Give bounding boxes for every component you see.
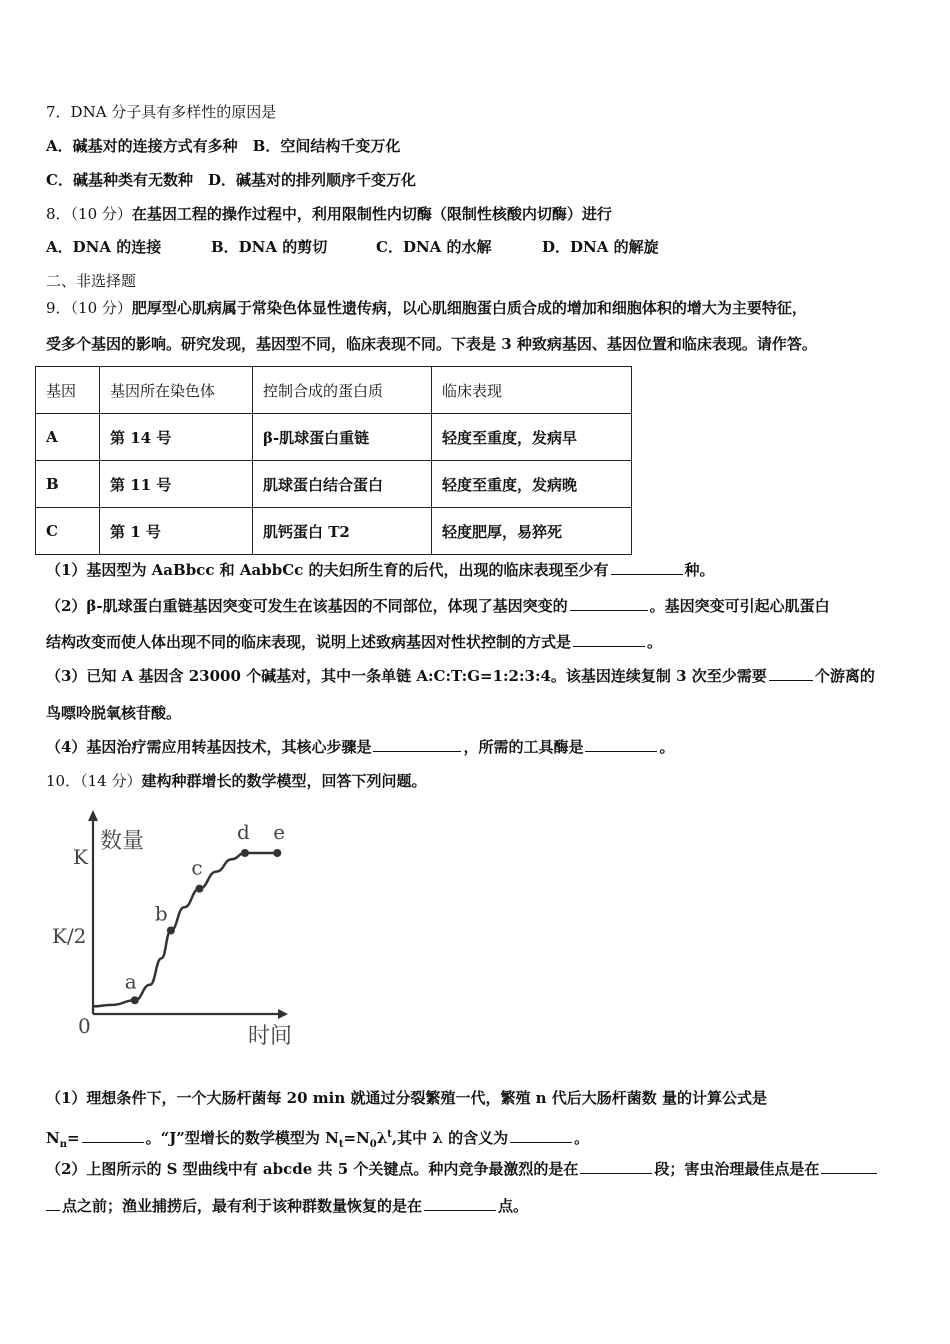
x-axis-label: 时间 — [248, 1024, 293, 1049]
table-header-cell: 基因所在染色体 — [100, 367, 253, 414]
section-heading: 二、非选择题 — [46, 272, 137, 290]
q8-option-c: C．DNA 的水解 — [376, 238, 492, 256]
q9-sub4: （4）基因治疗需应用转基因技术，其核心步骤是 ，所需的工具酶是 。 — [46, 738, 675, 756]
q10-sub1-line2: $N_n=$ 。“J”型增长的数学模型为 $N_t=N_0\lambda^t$,其中 λ 的含义为 。 — [46, 1129, 590, 1150]
answer-blank[interactable] — [611, 560, 683, 575]
y-tick-label: K/2 — [52, 924, 87, 948]
q8-option-d: D．DNA 的解旋 — [542, 238, 659, 256]
table-cell: 轻度肥厚，易猝死 — [432, 508, 632, 555]
q10-stem: 10．（14 分）建构种群增长的数学模型，回答下列问题。 — [46, 772, 427, 790]
q8-option-a: A．DNA 的连接 — [46, 238, 162, 256]
curve-point-b — [167, 927, 175, 935]
answer-blank[interactable] — [373, 737, 461, 752]
table-cell: C — [36, 508, 100, 555]
answer-blank[interactable] — [82, 1128, 144, 1143]
s-curve-line — [93, 853, 277, 1006]
table-cell: 第 14 号 — [100, 414, 253, 461]
answer-blank[interactable] — [769, 666, 813, 681]
curve-point-label-e: e — [273, 820, 286, 844]
s-curve-chart — [52, 800, 310, 1050]
answer-blank[interactable] — [510, 1128, 572, 1143]
table-header-cell: 临床表现 — [432, 367, 632, 414]
table-row — [36, 414, 632, 461]
origin-label: 0 — [78, 1014, 91, 1038]
table-header-row — [36, 367, 632, 414]
answer-blank[interactable] — [585, 737, 657, 752]
table-cell: 轻度至重度，发病早 — [432, 414, 632, 461]
table-cell: 第 11 号 — [100, 461, 253, 508]
q9-sub3-line2: 鸟嘌呤脱氧核苷酸。 — [46, 704, 182, 722]
q9-sub2-line1: （2）β-肌球蛋白重链基因突变可发生在该基因的不同部位，体现了基因突变的 。基因突变可引起心肌蛋白 — [46, 597, 830, 615]
q9-sub1: （1）基因型为 AaBbcc 和 AabbCc 的夫妇所生育的后代，出现的临床表现至少有 种。 — [46, 561, 715, 579]
q10-sub2-line2: 点之前；渔业捕捞后，最有利于该种群数量恢复的是在 点。 — [46, 1196, 528, 1216]
q9-sub3-line1: （3）已知 A 基因含 23000 个碱基对，其中一条单链 A:C:T:G=1:2:3:4。该基因连续复制 3 次至少需要 个游离的 — [46, 667, 875, 685]
curve-point-label-c: c — [191, 855, 203, 880]
q10-sub1-line1: （1）理想条件下，一个大肠杆菌每 20 min 就通过分裂繁殖一代，繁殖 n 代后大肠杆菌数 量的计算公式是 — [46, 1089, 768, 1107]
table-cell: 肌钙蛋白 T2 — [253, 508, 432, 555]
table-row — [36, 508, 632, 555]
q7-options-row1: A．碱基对的连接方式有多种 B．空间结构千变万化 — [46, 137, 401, 155]
answer-blank[interactable] — [580, 1159, 652, 1174]
table-row — [36, 461, 632, 508]
curve-point-c — [195, 885, 203, 893]
curve-point-e — [273, 849, 281, 857]
q7-options-row2: C．碱基种类有无数种 D．碱基对的排列顺序千变万化 — [46, 171, 416, 189]
table-cell: A — [36, 414, 100, 461]
curve-point-d — [241, 849, 249, 857]
curve-point-a — [131, 996, 139, 1004]
answer-blank[interactable] — [570, 596, 648, 611]
table-header-cell: 控制合成的蛋白质 — [253, 367, 432, 414]
table-cell: B — [36, 461, 100, 508]
gene-table — [35, 366, 632, 555]
q7-stem: 7．DNA 分子具有多样性的原因是 — [46, 103, 277, 121]
q8-options — [46, 237, 659, 257]
q8-option-b: B．DNA 的剪切 — [211, 238, 328, 256]
table-cell: 第 1 号 — [100, 508, 253, 555]
q10-sub2-line1: （2）上图所示的 S 型曲线中有 abcde 共 5 个关键点。种内竞争最激烈的是在 段；害虫治理最佳点是在 — [46, 1159, 879, 1179]
answer-blank[interactable] — [821, 1159, 877, 1174]
y-tick-label: K — [73, 845, 88, 869]
y-axis-label: 数量 — [100, 829, 145, 854]
table-cell: β-肌球蛋白重链 — [253, 414, 432, 461]
q9-stem-line1: 9．（10 分）肥厚型心肌病属于常染色体显性遗传病，以心肌细胞蛋白质合成的增加和细胞体积的增大为主要特征， — [46, 299, 807, 317]
q9-stem-line2: 受多个基因的影响。研究发现，基因型不同，临床表现不同。下表是 3 种致病基因、基因位置和临床表现。请作答。 — [46, 335, 817, 353]
curve-point-label-b: b — [154, 901, 168, 926]
table-cell: 轻度至重度，发病晚 — [432, 461, 632, 508]
answer-blank[interactable] — [46, 1196, 60, 1211]
q8-stem: 8．（10 分）在基因工程的操作过程中，利用限制性内切酶（限制性核酸内切酶）进行 — [46, 205, 612, 223]
table-cell: 肌球蛋白结合蛋白 — [253, 461, 432, 508]
answer-blank[interactable] — [573, 632, 645, 647]
curve-point-label-d: d — [237, 820, 250, 844]
table-header-cell: 基因 — [36, 367, 100, 414]
q9-sub2-line2: 结构改变而使人体出现不同的临床表现，说明上述致病基因对性状控制的方式是 。 — [46, 633, 663, 651]
curve-point-label-a: a — [124, 969, 137, 994]
x-axis-arrow — [278, 1009, 288, 1019]
answer-blank[interactable] — [424, 1196, 496, 1211]
y-axis-arrow — [88, 810, 98, 821]
